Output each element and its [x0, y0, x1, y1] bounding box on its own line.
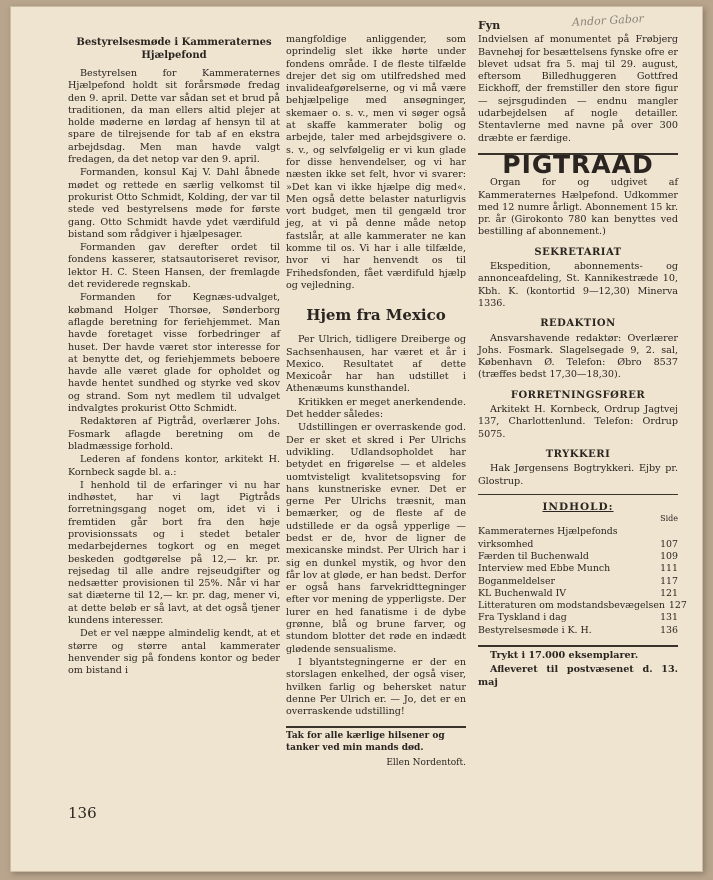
paragraph: Det er vel næppe almindelig kendt, at et større og større antal kammerater henvender sig på fondens kontor og beder om bistand i: [68, 628, 280, 677]
board-meeting-heading: Bestyrelsesmøde i Kammeraternes Hjælpefond: [76, 37, 272, 61]
paragraph: Formanden for Kegnæs-udvalget, købmand Holger Thorsøe, Sønderborg aflagde beretning for feriehjemmet. Man havde foretaget visse forbedringer af huset. Der havde været stor interesse for at benytte det, og feriehjemmets beboere havde alle været glade for opholdet og havde hentet sundhed og styrke ved skov og strand. Som nyt medlem til udvalget indvalgtes prokurist Otto Schmidt.: [68, 292, 280, 415]
masthead-text: Organ for og udgivet af Kammeraternes Hælpefond. Udkommer med 12 numre årligt. Abonnement 15 kr. pr. år (Girokonto 780 kan benyttes ved bestilling af abonnement.): [478, 177, 678, 238]
toc-item: [478, 539, 678, 551]
redaktion-heading: REDAKTION: [540, 318, 616, 330]
toc-item: [478, 576, 678, 588]
divider: [478, 645, 678, 647]
paragraph: Bestyrelsen for Kammeraternes Hjælpefond holdt sit forårsmøde fredag den 9. april. Dette var sådan set et brud på traditionen, da man ellers altid plejer at holde møderne en lørdag af hensyn til at spare de tilrejsende for tab af en ekstra arbejdsdag. Men man havde valgt fredagen, da det netop var den 9. april.: [68, 68, 280, 166]
magazine-page: [10, 6, 703, 872]
toc-page: 136: [660, 624, 678, 636]
toc-item: [478, 551, 678, 563]
divider: [478, 494, 678, 495]
sekretariat-text: Ekspedition, abonnements- og annonceafdeling, St. Kannikestræde 10, Kbh. K. (kontortid 9—12,30) Minerva 1336.: [478, 261, 678, 309]
toc-page: 117: [660, 575, 678, 587]
toc-title: Boganmeldelser: [478, 575, 555, 587]
toc-item: [478, 625, 678, 637]
toc-item: [478, 526, 678, 538]
toc-page: 131: [660, 612, 678, 624]
forretning-heading: FORRETNINGSFØRER: [510, 389, 646, 401]
sekretariat-heading: SEKRETARIAT: [534, 246, 622, 258]
toc-title: Litteraturen om modstandsbevægelsen: [478, 600, 665, 612]
toc-page: 111: [660, 563, 678, 575]
toc-item: [478, 600, 687, 612]
paragraph: Redaktøren af Pigtråd, overlærer Johs. Fosmark aflagde beretning om de bladmæssige forhold.: [68, 416, 280, 452]
fyn-text: Indvielsen af monumentet på Frøbjerg Bavnehøj for besættelsens fynske ofre er blevet udsat fra 5. maj til 29. august, eftersom Billedhuggeren Gottfred Eickhoff, der fremstiller den store figur — sejrsgudinden — endnu mangler udarbejdelsen af nogle detailler. Stentavlerne med navne på over 300 dræbte er færdige.: [478, 34, 678, 144]
trykkeri-text: Hak Jørgensens Bogtrykkeri. Ejby pr. Glostrup.: [478, 463, 678, 487]
divider: [286, 726, 466, 728]
contents-heading: INDHOLD:: [542, 500, 614, 513]
paragraph: Per Ulrich, tidligere Dreiberge og Sachsenhausen, har været et år i Mexico. Resultatet af dette Mexicoår har han udstillet i Athenæums kunsthandel.: [286, 334, 466, 395]
toc-title: Færden til Buchenwald: [478, 550, 589, 562]
fyn-heading: Fyn: [478, 19, 501, 32]
column-left: [68, 34, 280, 679]
handwritten-note: Andor Gabor: [571, 12, 645, 29]
toc-title: Fra Tyskland i dag: [478, 612, 567, 624]
toc-item: [478, 612, 678, 624]
paragraph: I blyantstegningerne er der en storslagen enkelhed, der også viser, hvilken farlig og behersket natur denne Per Ulrich er. — Jo, det er en overraskende udstilling!: [286, 656, 466, 718]
table-of-contents: [478, 526, 687, 637]
paragraph: Formanden, konsul Kaj V. Dahl åbnede mødet og rettede en særlig velkomst til prokurist Otto Schmidt, Kolding, der var til stede ved bestyrelsens møde for første gang. Otto Schmidt havde ydet værdifuld bistand som rådgiver i hjælpesager.: [68, 167, 280, 240]
toc-title: KL Buchenwald IV: [478, 587, 567, 599]
toc-title: Bestyrelsesmøde i K. H.: [478, 624, 592, 636]
toc-item: [478, 588, 678, 600]
toc-title: Kammeraternes Hjælpefonds: [478, 526, 618, 538]
paragraph: Udstillingen er overraskende god. Der er sket et skred i Per Ulrichs udvikling. Udlandsopholdet har betydet en frigørelse — et aldeles uomtvisteligt kvalitetsopsving for hans kunstneriske evner. Det er gerne Per Ulrichs træsnit, man bemærker, og de fleste af de udstillede er da også ypperlige — bedst er de, hvor de ligner de mexicanske mindst. Per Ulrich har i sig en dunkel mystik, og hvor den får lov at gløde, er han bedst. Derfor er også hans farvekridttegninger efter vor mening de ypperligste. Der lurer en hed fanatisme i de dybe grønne, blå og brune farver, og stundom blotter det røde en indædt glødende sensualisme.: [286, 422, 466, 655]
toc-page: 107: [660, 538, 678, 550]
toc-page: 127: [668, 600, 687, 612]
paragraph: Lederen af fondens kontor, arkitekt H. Kornbeck sagde bl. a.:: [68, 454, 280, 478]
toc-title: Interview med Ebbe Munch: [478, 563, 611, 575]
paragraph: Kritikken er meget anerkendende. Det hedder således:: [286, 396, 466, 421]
toc-item: [478, 563, 678, 575]
masthead-title: PIGTRAAD: [502, 149, 654, 179]
trykkeri-heading: TRYKKERI: [545, 448, 611, 460]
column-middle: [286, 34, 466, 770]
column-right: [478, 19, 687, 690]
page-number: 136: [68, 804, 97, 822]
paragraph: mangfoldige anliggender, som oprindelig slet ikke hørte under fondens område. I de fleste tilfælde drejer det sig om utilfredshed med invalideafgørelserne, og vi må være behjælpelige med ansøgninger, skemaer o. s. v., men vi søger også at skaffe kammerater bolig og arbejde, taler med arbejdsgivere o. s. v., og selvfølgelig er vi kun glade for disse henvendelser, og vi har næsten ikke set felt, hvor vi svarer: »Det kan vi ikke hjælpe dig med«. Men også dette belaster naturligvis vort budget, men til gengæld tror jeg, at vi på denne måde netop fastslår, at alle kammerater ne kan komme til os. Vi har i alle tilfælde, hvor vi har henvendt os til Frihedsfonden, fået værdifuld hjælp og vejledning.: [286, 34, 466, 291]
toc-page: [674, 526, 678, 538]
paragraph: Formanden gav derefter ordet til fondens kasserer, statsautoriseret revisor, lektor H. C. Steen Hansen, der fremlagde det reviderede regnskab.: [68, 242, 280, 291]
delivery-note: Afleveret til postvæsenet d. 13. maj: [478, 664, 678, 689]
toc-page: 121: [660, 587, 678, 599]
forretning-text: Arkitekt H. Kornbeck, Ordrup Jagtvej 137, Charlottenlund. Telefon: Ordrup 5075.: [478, 404, 678, 440]
print-run: Trykt i 17.000 eksemplarer.: [490, 650, 639, 662]
contents-page-label: Side: [660, 514, 678, 524]
thanks-signature: Ellen Nordentoft.: [386, 758, 466, 769]
toc-title: virksomhed: [478, 538, 534, 550]
thanks-notice: Tak for alle kærlige hilsener og tanker ved min mands død.: [286, 731, 445, 754]
mexico-heading: Hjem fra Mexico: [306, 306, 446, 325]
toc-page: 109: [660, 550, 678, 562]
paragraph: I henhold til de erfaringer vi nu har indhøstet, har vi lagt Pigtråds forretningsgang noget om, idet vi i fremtiden går bort fra den høje provisionssats og i stedet betaler medarbejdernes togkort og en meget beskeden godtgørelse på 12,— kr. pr. rejsedag til alle andre rejseudgifter og nedsætter provisionen til 25%. Når vi har sat diæterne til 12,— kr. pr. dag, mener vi, at dette beløb er så lavt, at det også tjener kundens interesser.: [68, 479, 280, 627]
redaktion-text: Ansvarshavende redaktør: Overlærer Johs. Fosmark. Slagelsegade 9, 2. sal, København Ø. Telefon: Øbro 8537 (træffes bedst 17,30—18,30).: [478, 332, 678, 381]
